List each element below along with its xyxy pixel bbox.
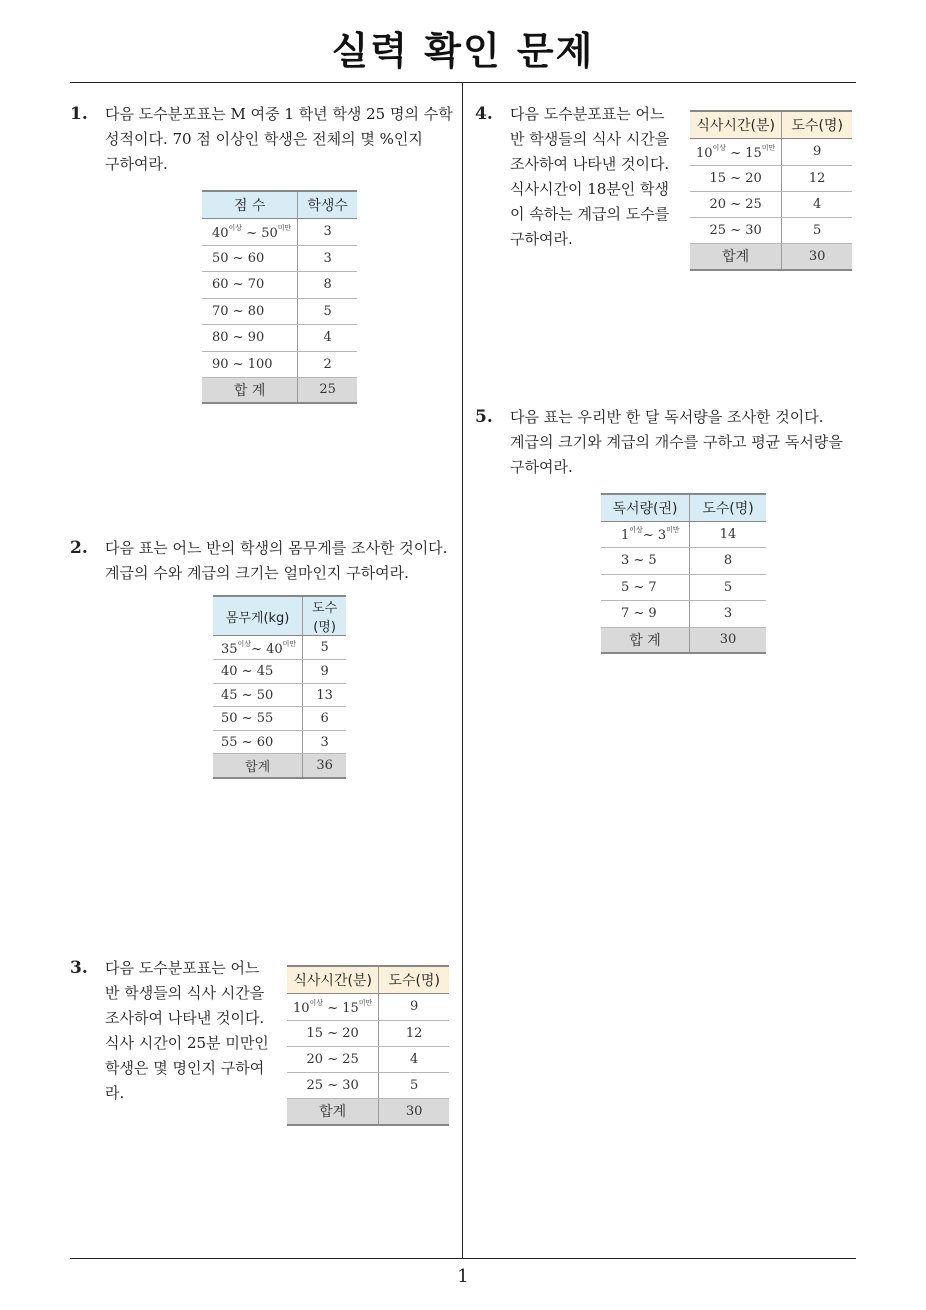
table-row (601, 521, 766, 547)
table-row (690, 165, 852, 191)
table-cell-value: 5 (303, 636, 346, 660)
table-row (601, 600, 766, 627)
table-cell-class: 25 ~ 30 (287, 1072, 379, 1098)
table-row (213, 636, 346, 660)
problem-text-line: 다음 표는 어느 반의 학생의 몸무게를 조사한 것이다. (105, 539, 448, 557)
table-cell-value: 14 (690, 521, 767, 547)
table-cell-class: $1^{이상}\sim$ $3^{미만}$ (601, 521, 690, 547)
problem-5 (475, 405, 860, 480)
page-title: 실력 확인 문제 (331, 29, 595, 73)
table-header: 도수(명) (690, 494, 767, 521)
under-label: 미만 (666, 526, 680, 534)
problem-4 (475, 102, 690, 252)
problem-text (105, 956, 285, 1106)
problem-text-line: 이 속하는 계급의 도수를 (510, 205, 670, 223)
over-label: 이상 (228, 223, 243, 232)
table-total-row (213, 754, 346, 778)
table-header: 몸무게(kg) (213, 596, 303, 636)
table-row (690, 217, 852, 243)
table-cell-class: 20 ~ 25 (287, 1046, 379, 1072)
table-cell-value: 3 (298, 218, 357, 245)
problem-text-line: 반 학생들의 식사 시간을 (510, 130, 670, 148)
table-cell-value: 5 (298, 298, 357, 324)
table-row (213, 684, 346, 707)
header-divider (70, 82, 856, 83)
problem-text-line: 구하여라. (510, 458, 573, 476)
table-row (287, 1072, 449, 1098)
table-cell-value: 4 (379, 1046, 449, 1072)
table-cell-class: 90 ~ 100 (202, 351, 298, 377)
problem-number: 4. (475, 104, 493, 124)
problem-number: 1. (70, 104, 88, 124)
table-cell-value: 2 (298, 351, 357, 377)
table-cell-class: $40^{이상}$ ~ $50^{미만}$ (202, 218, 298, 245)
table-row (202, 271, 357, 298)
frequency-table-4 (690, 110, 852, 271)
table-cell-class: 80 ~ 90 (202, 324, 298, 351)
problem-text (510, 102, 690, 252)
table-total-row (601, 627, 766, 653)
table-row (213, 731, 346, 754)
total-label: 합 계 (601, 627, 690, 653)
table-row (213, 660, 346, 684)
table-cell-class: 70 ~ 80 (202, 298, 298, 324)
table-row (202, 324, 357, 351)
table-cell-class: 40 ~ 45 (213, 660, 303, 684)
problem-text-line: 다음 도수분포표는 M 여중 1 학년 학생 25 명의 수학 (105, 105, 453, 123)
total-label: 합계 (690, 243, 782, 270)
frequency-table-5 (601, 493, 766, 654)
table-cell-class: $35^{이상}\sim$ $40^{미만}$ (213, 636, 303, 660)
table-row (202, 351, 357, 377)
table-row (601, 547, 766, 574)
problem-text-line: 다음 도수분포표는 어느 (510, 105, 665, 123)
total-label: 합 계 (202, 377, 298, 403)
table-row (213, 707, 346, 731)
under-label: 미만 (282, 639, 297, 648)
problem-text-line: 계급의 수와 계급의 크기는 얼마인지 구하여라. (105, 564, 409, 582)
table-cell-class: 25 ~ 30 (690, 217, 782, 243)
table-cell-value: 12 (782, 165, 852, 191)
table-header: 식사시간(분) (287, 966, 379, 993)
table-row (690, 138, 852, 165)
problem-text-line: 학생은 몇 명인지 구하여 (105, 1059, 265, 1077)
table-row (287, 1046, 449, 1072)
table-cell-value: 9 (782, 138, 852, 165)
problem-text-line: 다음 도수분포표는 어느 (105, 959, 260, 977)
problem-3 (70, 956, 285, 1106)
table-header: 독서량(권) (601, 494, 690, 521)
table-total-row (202, 377, 357, 403)
table-cell-value: 9 (379, 993, 449, 1020)
table-cell-class: 15 ~ 20 (287, 1020, 379, 1046)
over-label: 이상 (712, 143, 727, 152)
table-cell-class: $10^{이상}$ ~ $15^{미만}$ (287, 993, 379, 1020)
table-cell-class: 50 ~ 60 (202, 245, 298, 271)
table-cell-value: 3 (690, 600, 767, 627)
problem-number: 2. (70, 538, 88, 558)
total-label: 합계 (213, 754, 303, 778)
problem-text-line: 구하여라. (105, 155, 168, 173)
table-header: 도수(명) (782, 111, 852, 138)
problem-text (105, 536, 460, 586)
problem-text-line: 조사하여 나타낸 것이다. (510, 155, 670, 173)
problem-text-line: 라. (105, 1084, 125, 1102)
problem-text-line: 구하여라. (510, 230, 573, 248)
problem-text (510, 405, 860, 480)
table-row (202, 245, 357, 271)
table-cell-class: 15 ~ 20 (690, 165, 782, 191)
table-cell-value: 9 (303, 660, 346, 684)
table-cell-value: 8 (298, 271, 357, 298)
under-label: 미만 (761, 143, 776, 152)
table-cell-class: 50 ~ 55 (213, 707, 303, 731)
over-label: 이상 (237, 639, 252, 648)
table-header: 도수(명) (303, 596, 346, 636)
problem-1 (70, 102, 460, 177)
table-row (287, 1020, 449, 1046)
table-cell-value: 13 (303, 684, 346, 707)
table-header: 식사시간(분) (690, 111, 782, 138)
problem-2 (70, 536, 460, 586)
table-row (202, 218, 357, 245)
table-cell-value: 8 (690, 547, 767, 574)
table-row (287, 993, 449, 1020)
table-header: 학생수 (298, 191, 357, 218)
table-cell-class: 7 ~ 9 (601, 600, 690, 627)
table-cell-value: 6 (303, 707, 346, 731)
table-cell-value: 5 (690, 574, 767, 600)
table-cell-class: $10^{이상}$ ~ $15^{미만}$ (690, 138, 782, 165)
table-cell-value: 5 (782, 217, 852, 243)
table-cell-class: 3 ~ 5 (601, 547, 690, 574)
total-value: 36 (303, 754, 346, 778)
problem-text-line: 계급의 크기와 계급의 개수를 구하고 평균 독서량을 (510, 433, 843, 451)
table-header: 도수(명) (379, 966, 449, 993)
table-cell-class: 55 ~ 60 (213, 731, 303, 754)
total-value: 25 (298, 377, 357, 403)
total-value: 30 (782, 243, 852, 270)
total-label: 합계 (287, 1098, 379, 1125)
table-cell-class: 45 ~ 50 (213, 684, 303, 707)
under-label: 미만 (277, 223, 292, 232)
table-total-row (690, 243, 852, 270)
problem-number: 5. (475, 407, 493, 427)
column-divider (462, 82, 463, 1258)
total-value: 30 (379, 1098, 449, 1125)
table-cell-class: 5 ~ 7 (601, 574, 690, 600)
over-label: 이상 (309, 998, 324, 1007)
problem-number: 3. (70, 958, 88, 978)
problem-text-line: 조사하여 나타낸 것이다. (105, 1009, 265, 1027)
table-row (690, 191, 852, 217)
table-cell-value: 3 (298, 245, 357, 271)
total-value: 30 (690, 627, 767, 653)
frequency-table-2 (213, 595, 346, 779)
table-cell-value: 4 (782, 191, 852, 217)
frequency-table-3 (287, 965, 449, 1126)
table-cell-value: 5 (379, 1072, 449, 1098)
footer-divider (70, 1258, 856, 1259)
problem-text-line: 식사 시간이 25분 미만인 (105, 1034, 269, 1052)
table-cell-value: 3 (303, 731, 346, 754)
table-cell-value: 4 (298, 324, 357, 351)
problem-text-line: 식사시간이 18분인 학생 (510, 180, 670, 198)
problem-text (105, 102, 460, 177)
table-total-row (287, 1098, 449, 1125)
table-header: 점 수 (202, 191, 298, 218)
page-number: 1 (457, 1266, 469, 1287)
over-label: 이상 (629, 526, 643, 534)
table-cell-class: 60 ~ 70 (202, 271, 298, 298)
frequency-table-1 (202, 190, 357, 404)
table-row (202, 298, 357, 324)
problem-text-line: 다음 표는 우리반 한 달 독서량을 조사한 것이다. (510, 408, 824, 426)
problem-text-line: 반 학생들의 식사 시간을 (105, 984, 265, 1002)
under-label: 미만 (358, 998, 373, 1007)
table-row (601, 574, 766, 600)
table-cell-value: 12 (379, 1020, 449, 1046)
problem-text-line: 성적이다. 70 점 이상인 학생은 전체의 몇 %인지 (105, 130, 423, 148)
table-cell-class: 20 ~ 25 (690, 191, 782, 217)
